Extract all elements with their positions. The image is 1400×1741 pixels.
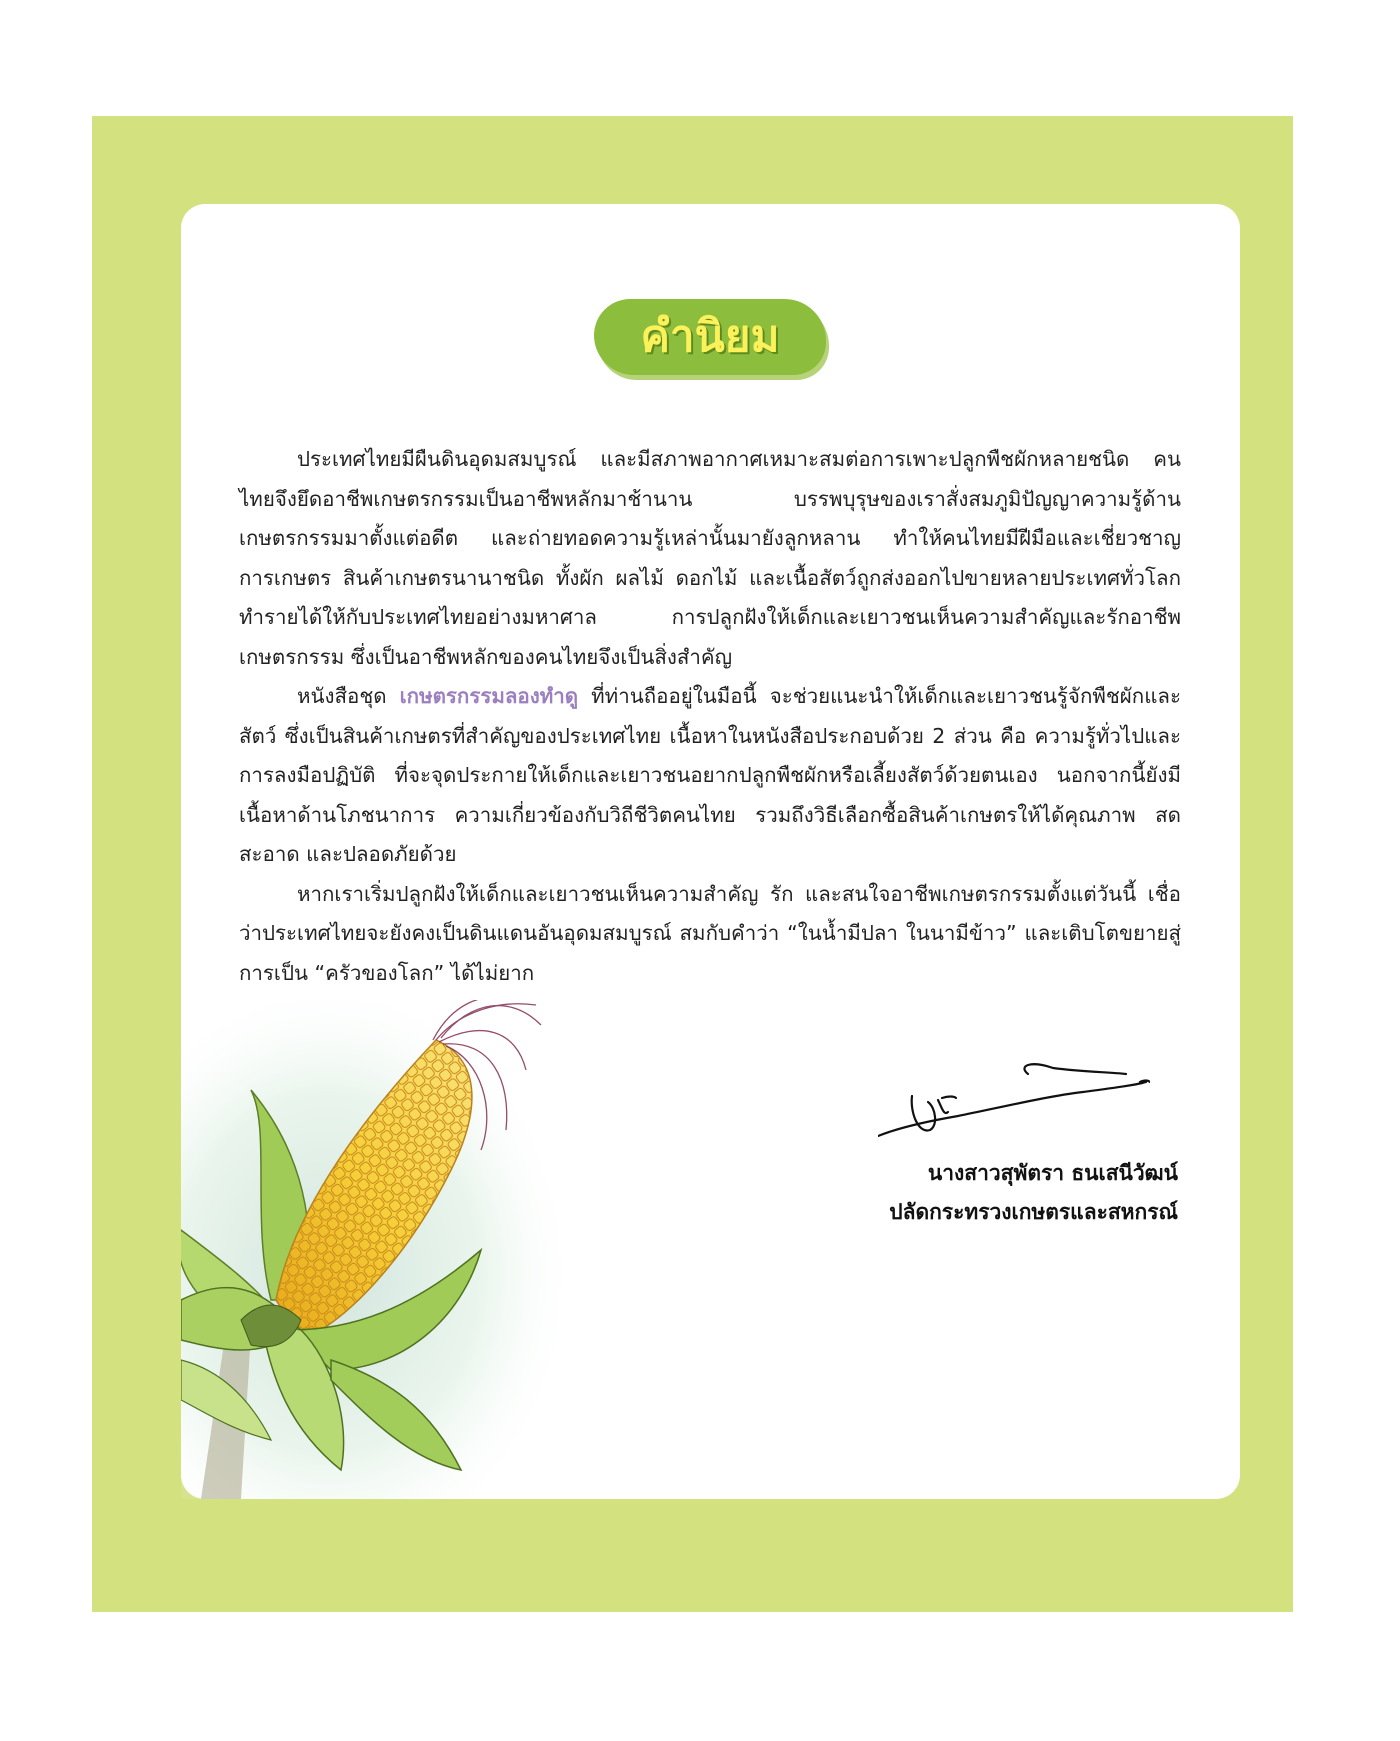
foreword-body xyxy=(239,440,1181,993)
paragraph-1: ประเทศไทยมีผืนดินอุดมสมบูรณ์ และมีสภาพอากาศเหมาะสมต่อการเพาะปลูกพืชผักหลายชนิด คนไทยจึงยึดอาชีพเกษตรกรรมเป็นอาชีพหลักมาช้านาน บรรพบุรุษของเราสั่งสมภูมิปัญญาความรู้ด้านเกษตรกรรมมาตั้งแต่อดีต และถ่ายทอดความรู้เหล่านั้นมายังลูกหลาน ทำให้คนไทยมีฝีมือและเชี่ยวชาญการเกษตร สินค้าเกษตรนานาชนิด ทั้งผัก ผลไม้ ดอกไม้ และเนื้อสัตว์ถูกส่งออกไปขายหลายประเทศทั่วโลก ทำรายได้ให้กับประเทศไทยอย่างมหาศาล การปลูกฝังให้เด็กและเยาวชนเห็นความสำคัญและรักอาชีพเกษตรกรรม ซึ่งเป็นอาชีพหลักของคนไทยจึงเป็นสิ่งสำคัญ xyxy=(239,447,1181,669)
corn-illustration-icon xyxy=(181,1000,601,1499)
signature-icon xyxy=(878,1052,1150,1144)
signer-position: ปลัดกระทรวงเกษตรและสหกรณ์ xyxy=(889,1200,1178,1224)
paragraph-2-rest: ที่ท่านถืออยู่ในมือนี้ จะช่วยแนะนำให้เด็กและเยาวชนรู้จักพืชผักและสัตว์ ซึ่งเป็นสินค้าเกษตรที่สำคัญของประเทศไทย เนื้อหาในหนังสือประกอบด้วย 2 ส่วน คือ ความรู้ทั่วไปและการลงมือปฏิบัติ ที่จะจุดประกายให้เด็กและเยาวชนอยากปลูกพืชผักหรือเลี้ยงสัตว์ด้วยตนเอง นอกจากนี้ยังมีเนื้อหาด้านโภชนาการ ความเกี่ยวข้องกับวิถีชีวิตคนไทย รวมถึงวิธีเลือกซื้อสินค้าเกษตรให้ได้คุณภาพ สด สะอาด และปลอดภัยด้วย xyxy=(239,684,1181,866)
book-series-name: เกษตรกรรมลองทำดู xyxy=(399,684,579,708)
paragraph-3: หากเราเริ่มปลูกฝังให้เด็กและเยาวชนเห็นความสำคัญ รัก และสนใจอาชีพเกษตรกรรมตั้งแต่วันนี้ เชื่อว่าประเทศไทยจะยังคงเป็นดินแดนอันอุดมสมบูรณ์ สมกับคำว่า “ในน้ำมีปลา ในนามีข้าว” และเติบโตขยายสู่การเป็น “ครัวของโลก” ได้ไม่ยาก xyxy=(239,881,1181,985)
page-title: คำนิยม xyxy=(640,311,780,362)
signer-block xyxy=(800,1154,1178,1232)
signer-name: นางสาวสุพัตรา ธนเสนีวัฒน์ xyxy=(927,1161,1178,1185)
paragraph-2-lead: หนังสือชุด xyxy=(297,684,400,708)
paragraph-2 xyxy=(239,677,1181,875)
page-title-badge xyxy=(594,299,826,375)
